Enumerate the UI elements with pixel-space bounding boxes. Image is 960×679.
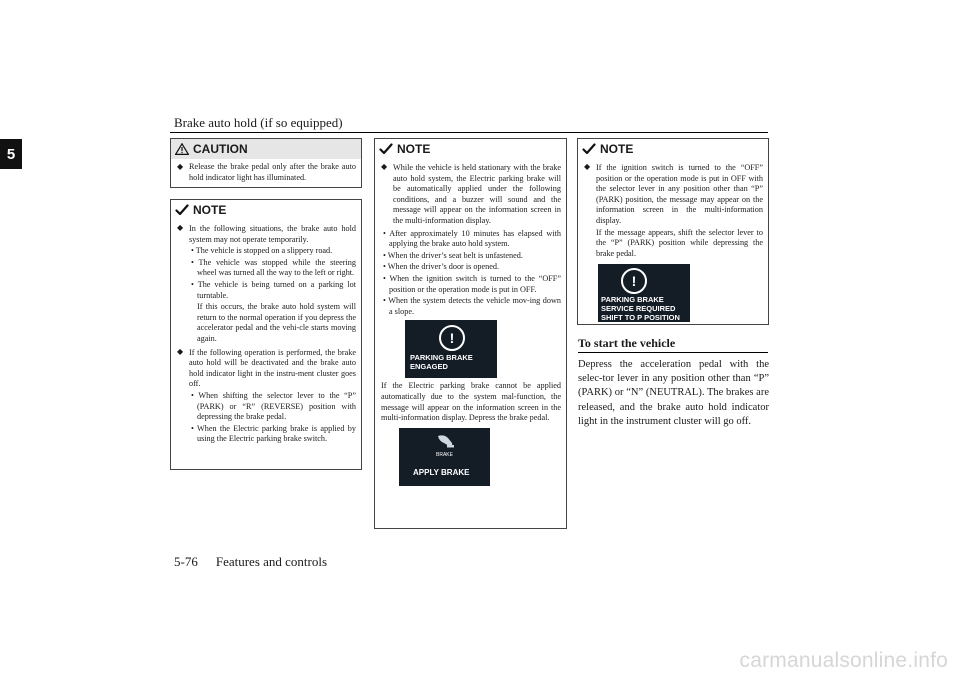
bullet-diamond-icon: ◆ <box>381 162 388 171</box>
note-header-2 <box>375 139 566 159</box>
list-item: ◆ If the following operation is performed, the brake auto hold will be deactivated and the brake auto hold indicator light in the instru-ment cluster goes off. • When shifting the selector lever to the “P” (PARK) or “R” (REVERSE) position with depressing the brake pedal. • When the Electric parking brake is applied by using the Electric parking brake switch. <box>177 347 356 446</box>
watermark: carmanualsonline.info <box>739 649 948 672</box>
list-item: ◆ If the ignition switch is turned to the “OFF” position or the operation mode is put in OFF with the selector lever in any position other than “P” (PARK) position, the message may appear on the information screen in the multi-information display. If the message appears, shift the selector lever to the “P” (PARK) position while depressing the brake pedal. <box>584 162 763 260</box>
note-title: NOTE <box>600 142 634 156</box>
section-body: Depress the acceleration pedal with the selec-tor lever in any position other than “P” (PARK) or “N” (NEUTRAL). The brakes are released, and the brake auto hold indicator light in the instrument cluster will go off. <box>578 359 769 427</box>
note-title: NOTE <box>397 142 431 156</box>
note-header-3 <box>578 139 768 159</box>
chapter-tab: 5 <box>0 139 22 169</box>
page-number: 5-76 <box>174 554 198 569</box>
list-item: ◆ In the following situations, the brake auto hold system may not operate temporarily. • The vehicle is stopped on a slippery road. • The vehicle was stopped while the steering wheel was turned all the way to the left or right. • The vehicle is being turned on a parking lot turntable. If this occurs, the brake auto hold system will return to the normal operation if you depress the accelerator pedal and the vehi-cle starts moving again. <box>177 223 356 346</box>
bullet-diamond-icon: ◆ <box>177 346 184 356</box>
list-item: ◆ Release the brake pedal only after the brake auto hold indicator light has illuminated. <box>177 162 356 182</box>
list-item: ◆ While the vehicle is held stationary with the brake auto hold system, the Electric parking brake will be automatically applied under the following conditions, and a buzzer will sound and the message will appear on the information screen in the multi-information display. <box>381 162 561 228</box>
display-parking-brake-engaged: ! PARKING BRAKE ENGAGED <box>405 320 497 378</box>
caution-box <box>170 138 362 188</box>
note-check-icon <box>582 143 596 155</box>
page-header: Brake auto hold (if so equipped) <box>174 115 343 130</box>
foot-on-pedal-icon <box>435 433 455 449</box>
bullet-diamond-icon: ◆ <box>177 223 184 232</box>
display-parking-brake-service: ! PARKING BRAKE SERVICE REQUIRED SHIFT TO P POSITION <box>598 264 690 322</box>
page-footer <box>174 554 327 570</box>
footer-section: Features and controls <box>215 554 328 569</box>
note-body-1 <box>171 220 361 451</box>
bullet-diamond-icon: ◆ <box>584 162 591 171</box>
note-check-icon <box>379 143 393 155</box>
note-box-3 <box>577 138 769 325</box>
caution-body <box>171 159 361 188</box>
exclamation-circle-icon: ! <box>439 325 465 351</box>
caution-title: CAUTION <box>193 142 248 156</box>
header-rule <box>170 132 768 133</box>
note-box-1 <box>170 199 362 470</box>
exclamation-circle-icon: ! <box>621 268 647 294</box>
note-title: NOTE <box>193 203 227 217</box>
section-title: To start the vehicle <box>578 336 676 350</box>
note-check-icon <box>175 204 189 216</box>
bullet-diamond-icon: ◆ <box>177 162 184 171</box>
section-rule <box>578 352 768 353</box>
note-body-2: ◆ While the vehicle is held stationary with the brake auto hold system, the Electric parking brake will be automatically applied under the following conditions, and a buzzer will sound and the message will appear on the information screen in the multi-information display. • After approximately 10 minutes has elapsed with applying the brake auto hold system. • When the driver’s seat belt is unfastened. • When the driver’s door is opened. • When the ignition switch is turned to the “OFF” position or the operation mode is put in OFF. • When the system detects the vehicle mov-ing down a slope. ! PARKING BRAKE ENGAGED If the Electric parking brake cannot be applied automatically due to the system mal-function, the message will appear on the information screen in the multi-information display. Depress the brake pedal. BRAKE APPLY BRAKE <box>375 159 566 490</box>
display-apply-brake: BRAKE APPLY BRAKE <box>399 428 490 486</box>
caution-header <box>171 139 361 159</box>
note-header-1 <box>171 200 361 220</box>
note-box-2 <box>374 138 567 529</box>
note-body-3 <box>578 159 768 326</box>
warning-triangle-icon <box>175 143 189 155</box>
